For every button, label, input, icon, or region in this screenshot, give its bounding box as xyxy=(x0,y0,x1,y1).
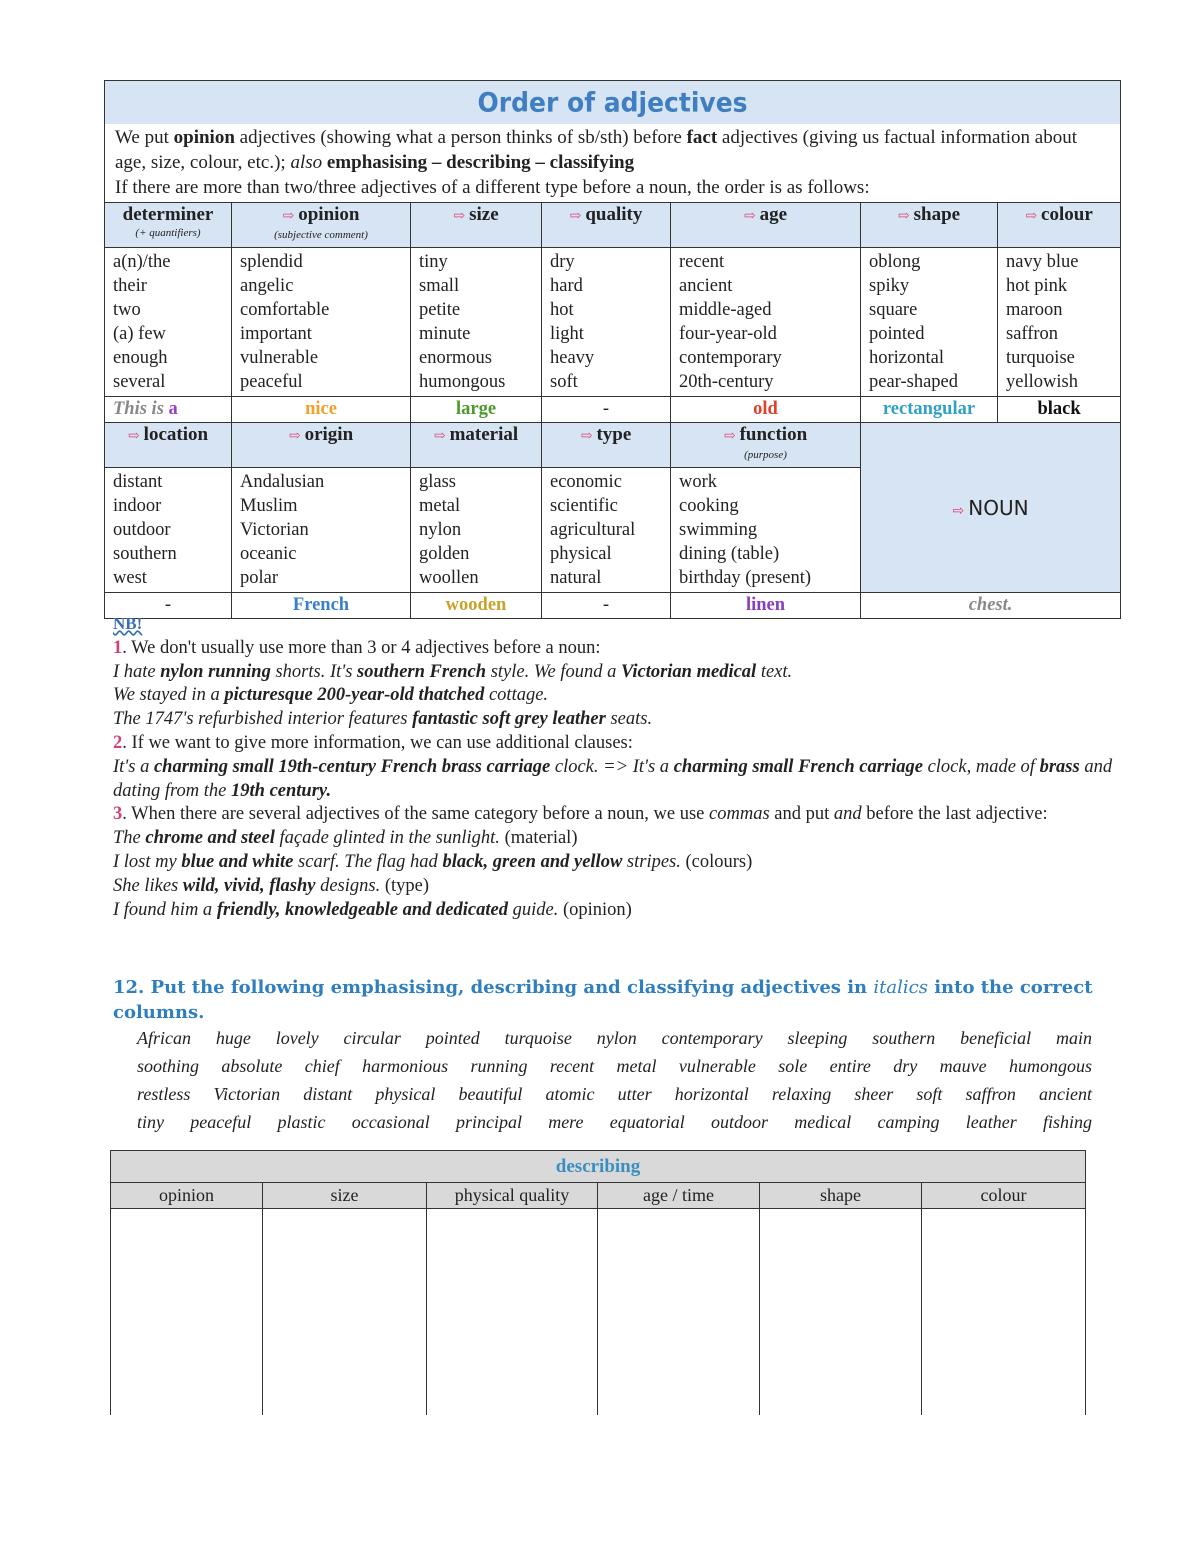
column-header-label: ⇨ origin xyxy=(288,424,354,445)
column-header-determiner xyxy=(105,203,232,248)
list-item: enough xyxy=(113,348,168,368)
list-item: 20th-century xyxy=(679,372,774,392)
word-list xyxy=(232,468,411,593)
example-location: - xyxy=(105,593,232,619)
word-list xyxy=(998,248,1121,397)
list-row-1 xyxy=(105,248,1121,397)
column-header-location xyxy=(105,423,232,468)
list-item: peaceful xyxy=(240,372,303,392)
example-noun: chest. xyxy=(861,593,1121,619)
list-item: turquoise xyxy=(1006,348,1075,368)
list-item: woollen xyxy=(419,568,479,588)
list-item: horizontal xyxy=(869,348,945,368)
list-item: polar xyxy=(240,568,279,588)
answer-cell-size[interactable] xyxy=(263,1209,427,1415)
list-item: ancient xyxy=(679,276,733,296)
word-bank-line: soothing absolute chief harmonious running recent metal vulnerable sole entire dry mauve humongous xyxy=(137,1056,1092,1076)
example-function: linen xyxy=(671,593,861,619)
arrow-icon: ⇨ xyxy=(282,209,295,224)
list-item: enormous xyxy=(419,348,492,368)
word-list xyxy=(105,468,232,593)
answer-cell-opinion[interactable] xyxy=(111,1209,263,1415)
arrow-icon: ⇨ xyxy=(1025,209,1038,224)
list-item: splendid xyxy=(240,252,303,272)
example-material: wooden xyxy=(411,593,542,619)
column-header-label: ⇨ quality xyxy=(569,204,643,225)
column-header-label: ⇨ size xyxy=(453,204,499,225)
word-list xyxy=(411,248,542,397)
word-list xyxy=(542,468,671,593)
list-item: swimming xyxy=(679,520,758,540)
column-header-material xyxy=(411,423,542,468)
list-item: several xyxy=(113,372,166,392)
word-list xyxy=(542,248,671,397)
example-opinion: nice xyxy=(232,397,411,423)
list-item: dry xyxy=(550,252,575,272)
arrow-icon: ⇨ xyxy=(433,429,446,444)
example-type: - xyxy=(542,593,671,619)
list-item: contemporary xyxy=(679,348,782,368)
list-item: hot xyxy=(550,300,574,320)
list-item: indoor xyxy=(113,496,162,516)
list-item: comfortable xyxy=(240,300,330,320)
column-header-label: ⇨ shape xyxy=(897,204,961,225)
list-item: hard xyxy=(550,276,583,296)
word-bank-line: tiny peaceful plastic occasional principal mere equatorial outdoor medical camping leather fishing xyxy=(137,1112,1092,1132)
arrow-icon: ⇨ xyxy=(453,209,466,224)
column-header-function xyxy=(671,423,861,468)
notes-section xyxy=(113,612,1113,922)
list-item: recent xyxy=(679,252,725,272)
note-3-example-3: She likes wild, vivid, flashy designs. (type) xyxy=(113,875,430,896)
word-bank xyxy=(137,1024,1092,1136)
column-header-sub: (purpose) xyxy=(744,449,787,461)
answer-cell-age-time[interactable] xyxy=(598,1209,760,1415)
list-item: yellowish xyxy=(1006,372,1078,392)
column-header-label: ⇨ colour xyxy=(1025,204,1093,225)
list-item: four-year-old xyxy=(679,324,777,344)
example-size: large xyxy=(411,397,542,423)
list-item: economic xyxy=(550,472,622,492)
arrow-icon: ⇨ xyxy=(897,209,910,224)
list-item: scientific xyxy=(550,496,618,516)
example-origin: French xyxy=(232,593,411,619)
list-item: spiky xyxy=(869,276,910,296)
arrow-icon: ⇨ xyxy=(127,429,140,444)
example-row-1 xyxy=(105,397,1121,423)
column-header-type xyxy=(542,423,671,468)
arrow-icon: ⇨ xyxy=(288,429,301,444)
column-header-sub: (+ quantifiers) xyxy=(135,227,201,239)
column-header-label: ⇨ type xyxy=(580,424,632,445)
note-2: 2. If we want to give more information, we can use additional clauses: xyxy=(113,732,633,753)
list-item: tiny xyxy=(419,252,448,272)
column-header-label: ⇨ location xyxy=(127,424,209,445)
list-item: oblong xyxy=(869,252,921,272)
list-item: nylon xyxy=(419,520,462,540)
column-header-label: ⇨ age xyxy=(743,204,788,225)
list-item: saffron xyxy=(1006,324,1059,344)
header-row-1 xyxy=(105,203,1121,248)
word-list xyxy=(105,248,232,397)
adjective-order-table xyxy=(104,80,1121,619)
list-item: oceanic xyxy=(240,544,297,564)
list-item: metal xyxy=(419,496,461,516)
arrow-icon: ⇨ xyxy=(580,429,593,444)
column-header-label: ⇨ opinion xyxy=(282,204,360,225)
example-quality: - xyxy=(542,397,671,423)
column-header-origin xyxy=(232,423,411,468)
list-item: square xyxy=(869,300,918,320)
column-header-label: ⇨ function xyxy=(723,424,808,445)
list-item: humongous xyxy=(419,372,506,392)
list-item: west xyxy=(113,568,147,588)
column-header-colour xyxy=(998,203,1121,248)
list-item: small xyxy=(419,276,460,296)
list-item: angelic xyxy=(240,276,294,296)
answer-cell-physical-quality[interactable] xyxy=(427,1209,598,1415)
list-item: heavy xyxy=(550,348,595,368)
column-header-sub: (subjective comment) xyxy=(274,229,368,241)
header-row-2 xyxy=(105,423,1121,468)
list-item: soft xyxy=(550,372,578,392)
list-item: pear-shaped xyxy=(869,372,958,392)
note-2-example: It's a charming small 19th-century French brass carriage clock. => It's a charming small French carriage clock, made of brass and dating from the 19th century. xyxy=(113,756,1113,801)
word-bank-line: restless Victorian distant physical beautiful atomic utter horizontal relaxing sheer soft saffron ancient xyxy=(137,1084,1092,1104)
column-opinion: opinion xyxy=(111,1183,263,1209)
example-shape: rectangular xyxy=(861,397,998,423)
list-item: cooking xyxy=(679,496,739,516)
list-item: light xyxy=(550,324,584,344)
nb-label: NB! xyxy=(113,614,143,633)
column-header-label: ⇨ material xyxy=(433,424,519,445)
note-3-example-1: The chrome and steel façade glinted in the sunlight. (material) xyxy=(113,828,578,849)
column-age-time: age / time xyxy=(598,1183,760,1209)
note-1: 1. We don't usually use more than 3 or 4 adjectives before a noun: xyxy=(113,637,601,658)
word-list xyxy=(411,468,542,593)
list-item: southern xyxy=(113,544,177,564)
word-bank-line: African huge lovely circular pointed turquoise nylon contemporary sleeping southern beneficial main xyxy=(137,1028,1092,1048)
column-header-quality xyxy=(542,203,671,248)
column-physical-quality: physical quality xyxy=(427,1183,598,1209)
column-colour: colour xyxy=(922,1183,1086,1209)
arrow-icon: ⇨ xyxy=(723,429,736,444)
arrow-icon: ⇨ xyxy=(952,502,965,519)
list-item: distant xyxy=(113,472,163,492)
word-list xyxy=(861,248,998,397)
noun-cell: ⇨ NOUN xyxy=(861,423,1121,593)
note-3: 3. When there are several adjectives of the same category before a noun, we use commas and put and before the last adjective: xyxy=(113,804,1048,825)
list-item: navy blue xyxy=(1006,252,1079,272)
list-item: minute xyxy=(419,324,471,344)
column-header-size xyxy=(411,203,542,248)
list-item: glass xyxy=(419,472,456,492)
arrow-icon: ⇨ xyxy=(743,209,756,224)
column-header-label: determiner xyxy=(122,204,214,225)
list-item: two xyxy=(113,300,141,320)
list-item: pointed xyxy=(869,324,925,344)
answer-table xyxy=(110,1150,1086,1415)
column-header-opinion xyxy=(232,203,411,248)
list-item: work xyxy=(679,472,718,492)
list-item: Victorian xyxy=(240,520,309,540)
note-1-example-1: I hate nylon running shorts. It's southern French style. We found a Victorian medical text. xyxy=(113,661,793,682)
column-header-age xyxy=(671,203,861,248)
list-item: important xyxy=(240,324,312,344)
exercise-title: 12. Put the following emphasising, describing and classifying adjectives in italics into the correct columns. xyxy=(113,977,1093,1023)
note-1-example-2: We stayed in a picturesque 200-year-old thatched cottage. xyxy=(113,685,549,706)
note-1-example-3: The 1747's refurbished interior features fantastic soft grey leather seats. xyxy=(113,709,653,730)
list-item: vulnerable xyxy=(240,348,319,368)
list-item: natural xyxy=(550,568,602,588)
page-title: Order of adjectives xyxy=(105,79,1121,123)
answer-cell-shape[interactable] xyxy=(760,1209,922,1415)
list-item: their xyxy=(113,276,147,296)
answer-table-title: describing xyxy=(111,1151,1086,1183)
list-item: dining (table) xyxy=(679,544,780,564)
list-item: (a) few xyxy=(113,324,166,344)
column-header-shape xyxy=(861,203,998,248)
list-item: agricultural xyxy=(550,520,636,540)
arrow-icon: ⇨ xyxy=(569,209,582,224)
note-3-example-2: I lost my blue and white scarf. The flag had black, green and yellow stripes. (colours) xyxy=(113,851,753,872)
example-age: old xyxy=(671,397,861,423)
list-item: physical xyxy=(550,544,612,564)
list-item: hot pink xyxy=(1006,276,1068,296)
list-item: Andalusian xyxy=(240,472,325,492)
intro-text: We put opinion adjectives (showing what a person thinks of sb/sth) before fact adjectives (giving us factual information about age, size, colour, etc.); also emphasising – describing – classifying If there are more than two/three adjectives of a different type before a noun, the order is as follows: xyxy=(105,123,1121,203)
answer-cell-colour[interactable] xyxy=(922,1209,1086,1415)
list-item: maroon xyxy=(1006,300,1063,320)
list-item: a(n)/the xyxy=(113,252,171,272)
list-item: middle-aged xyxy=(679,300,772,320)
word-list xyxy=(671,248,861,397)
column-shape: shape xyxy=(760,1183,922,1209)
word-list xyxy=(671,468,861,593)
list-item: petite xyxy=(419,300,461,320)
list-item: outdoor xyxy=(113,520,171,540)
example-lead: This is a xyxy=(105,397,232,423)
column-size: size xyxy=(263,1183,427,1209)
list-item: birthday (present) xyxy=(679,568,812,588)
example-colour: black xyxy=(998,397,1121,423)
word-list xyxy=(232,248,411,397)
list-item: Muslim xyxy=(240,496,298,516)
list-item: golden xyxy=(419,544,470,564)
note-3-example-4: I found him a friendly, knowledgeable and dedicated guide. (opinion) xyxy=(113,899,632,920)
